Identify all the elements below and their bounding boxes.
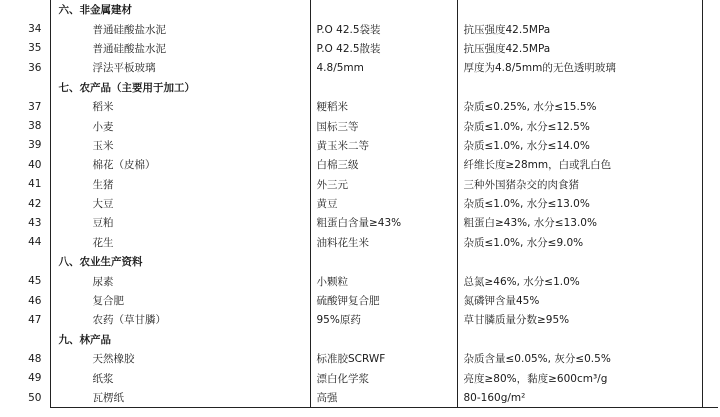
row-number-cell bbox=[0, 330, 50, 349]
product-spec: 油料花生米 bbox=[310, 233, 457, 252]
quality-standard: 抗压强度42.5MPa bbox=[457, 39, 702, 58]
product-name-cell bbox=[50, 388, 310, 408]
product-spec: P.O 42.5袋装 bbox=[310, 19, 457, 38]
product-spec: 粳稻米 bbox=[310, 97, 457, 116]
end-cell bbox=[702, 194, 718, 213]
quality-standard: 抗压强度42.5MPa bbox=[457, 19, 702, 38]
end-cell bbox=[702, 291, 718, 310]
product-name: 复合肥 bbox=[92, 295, 124, 308]
table-row bbox=[0, 271, 718, 290]
row-number: 41 bbox=[28, 178, 42, 191]
table-row bbox=[0, 213, 718, 232]
end-cell bbox=[702, 155, 718, 174]
end-cell bbox=[702, 213, 718, 232]
spec-cell bbox=[310, 330, 457, 349]
quality-standard: 草甘膦质量分数≥95% bbox=[457, 310, 702, 329]
product-name-cell bbox=[50, 349, 310, 368]
row-number: 44 bbox=[28, 236, 42, 249]
product-spec: 小颗粒 bbox=[310, 271, 457, 290]
product-name: 小麦 bbox=[92, 120, 114, 133]
product-name: 浮法平板玻璃 bbox=[92, 62, 156, 75]
table-row bbox=[0, 19, 718, 38]
table-row bbox=[0, 116, 718, 135]
section-header-row bbox=[0, 330, 718, 349]
quality-standard: 杂质≤1.0%, 水分≤13.0% bbox=[457, 194, 702, 213]
row-number: 49 bbox=[28, 372, 42, 385]
table-row bbox=[0, 39, 718, 58]
quality-standard: 三种外国猪杂交的肉食猪 bbox=[457, 175, 702, 194]
section-header-row bbox=[0, 252, 718, 271]
table-row bbox=[0, 310, 718, 329]
spec-cell bbox=[310, 0, 457, 19]
end-cell bbox=[702, 97, 718, 116]
product-spec: 95%原药 bbox=[310, 310, 457, 329]
product-name-cell bbox=[50, 136, 310, 155]
product-spec: P.O 42.5散装 bbox=[310, 39, 457, 58]
standard-cell bbox=[457, 330, 702, 349]
row-number: 45 bbox=[28, 275, 42, 288]
product-name: 普通硅酸盐水泥 bbox=[92, 42, 166, 55]
row-number: 36 bbox=[28, 61, 42, 74]
end-cell bbox=[702, 136, 718, 155]
table-row bbox=[0, 291, 718, 310]
end-cell bbox=[702, 116, 718, 135]
product-spec: 国标三等 bbox=[310, 116, 457, 135]
product-spec: 漂白化学浆 bbox=[310, 368, 457, 387]
product-name: 天然橡胶 bbox=[92, 353, 135, 366]
product-name-cell bbox=[50, 116, 310, 135]
section-header-row bbox=[0, 0, 718, 19]
table-row bbox=[0, 155, 718, 174]
product-spec: 高强 bbox=[310, 388, 457, 408]
product-name-cell bbox=[50, 58, 310, 77]
row-number: 38 bbox=[28, 120, 42, 133]
product-name-cell bbox=[50, 175, 310, 194]
end-cell bbox=[702, 78, 718, 97]
product-name-cell bbox=[50, 213, 310, 232]
product-spec: 外三元 bbox=[310, 175, 457, 194]
section-title: 八、农业生产资料 bbox=[50, 252, 310, 271]
section-header-row bbox=[0, 78, 718, 97]
standard-cell bbox=[457, 252, 702, 271]
table-row bbox=[0, 194, 718, 213]
row-number: 46 bbox=[28, 294, 42, 307]
end-cell bbox=[702, 310, 718, 329]
spec-cell bbox=[310, 252, 457, 271]
product-name-cell bbox=[50, 368, 310, 387]
standard-cell bbox=[457, 0, 702, 19]
product-name: 棉花（皮棉） bbox=[92, 159, 156, 172]
quality-standard: 80-160g/m² bbox=[457, 388, 702, 408]
quality-standard: 杂质含量≤0.05%, 灰分≤0.5% bbox=[457, 349, 702, 368]
end-cell bbox=[702, 330, 718, 349]
quality-standard: 杂质≤1.0%, 水分≤9.0% bbox=[457, 233, 702, 252]
product-name: 玉米 bbox=[92, 139, 114, 152]
product-name-cell bbox=[50, 310, 310, 329]
end-cell bbox=[702, 0, 718, 19]
row-number: 39 bbox=[28, 139, 42, 152]
quality-standard: 纤维长度≥28mm，白或乳白色 bbox=[457, 155, 702, 174]
row-number: 35 bbox=[28, 42, 42, 55]
end-cell bbox=[702, 271, 718, 290]
product-name: 生猪 bbox=[92, 178, 114, 191]
row-number: 37 bbox=[28, 100, 42, 113]
end-cell bbox=[702, 349, 718, 368]
product-spec: 黄豆 bbox=[310, 194, 457, 213]
end-cell bbox=[702, 368, 718, 387]
section-title: 七、农产品（主要用于加工） bbox=[50, 78, 310, 97]
quality-standard: 杂质≤0.25%, 水分≤15.5% bbox=[457, 97, 702, 116]
row-number: 43 bbox=[28, 216, 42, 229]
product-name: 豆粕 bbox=[92, 217, 114, 230]
row-number: 48 bbox=[28, 352, 42, 365]
table-row bbox=[0, 136, 718, 155]
product-spec: 硫酸钾复合肥 bbox=[310, 291, 457, 310]
end-cell bbox=[702, 388, 718, 408]
row-number-cell bbox=[0, 252, 50, 271]
end-cell bbox=[702, 58, 718, 77]
product-spec: 白棉三级 bbox=[310, 155, 457, 174]
product-spec: 粗蛋白含量≥43% bbox=[310, 213, 457, 232]
product-name-cell bbox=[50, 233, 310, 252]
end-cell bbox=[702, 175, 718, 194]
product-name: 花生 bbox=[92, 236, 114, 249]
end-cell bbox=[702, 39, 718, 58]
product-spec: 黄玉米二等 bbox=[310, 136, 457, 155]
product-name-cell bbox=[50, 39, 310, 58]
product-name: 大豆 bbox=[92, 198, 114, 211]
table-row bbox=[0, 388, 718, 408]
table-row bbox=[0, 368, 718, 387]
end-cell bbox=[702, 19, 718, 38]
table-row bbox=[0, 97, 718, 116]
table-row bbox=[0, 175, 718, 194]
table-row bbox=[0, 349, 718, 368]
quality-standard: 杂质≤1.0%, 水分≤12.5% bbox=[457, 116, 702, 135]
product-name: 瓦楞纸 bbox=[92, 392, 124, 404]
row-number: 50 bbox=[28, 391, 42, 404]
quality-standard: 亮度≥80%，黏度≥600cm³/g bbox=[457, 368, 702, 387]
row-number-cell bbox=[0, 78, 50, 97]
product-name-cell bbox=[50, 194, 310, 213]
end-cell bbox=[702, 252, 718, 271]
quality-standard: 粗蛋白≥43%, 水分≤13.0% bbox=[457, 213, 702, 232]
product-name: 普通硅酸盐水泥 bbox=[92, 23, 166, 36]
row-number: 42 bbox=[28, 197, 42, 210]
section-title: 六、非金属建材 bbox=[50, 0, 310, 19]
quality-standard: 总氮≥46%, 水分≤1.0% bbox=[457, 271, 702, 290]
row-number: 47 bbox=[28, 313, 42, 326]
end-cell bbox=[702, 233, 718, 252]
quality-standard: 厚度为4.8/5mm的无色透明玻璃 bbox=[457, 58, 702, 77]
product-name-cell bbox=[50, 97, 310, 116]
table-row bbox=[0, 233, 718, 252]
product-name: 尿素 bbox=[92, 275, 114, 288]
product-spec: 标准胶SCRWF bbox=[310, 349, 457, 368]
product-name-cell bbox=[50, 291, 310, 310]
row-number-cell bbox=[0, 0, 50, 19]
table-row bbox=[0, 58, 718, 77]
product-name: 农药（草甘膦） bbox=[92, 314, 166, 327]
quality-standard: 杂质≤1.0%, 水分≤14.0% bbox=[457, 136, 702, 155]
spec-cell bbox=[310, 78, 457, 97]
product-name: 稻米 bbox=[92, 101, 114, 114]
product-name-cell bbox=[50, 19, 310, 38]
quality-standard: 氮磷钾含量45% bbox=[457, 291, 702, 310]
product-name-cell bbox=[50, 271, 310, 290]
row-number: 40 bbox=[28, 158, 42, 171]
standard-cell bbox=[457, 78, 702, 97]
section-title: 九、林产品 bbox=[50, 330, 310, 349]
product-spec: 4.8/5mm bbox=[310, 58, 457, 77]
row-number: 34 bbox=[28, 23, 42, 36]
product-name-cell bbox=[50, 155, 310, 174]
product-name: 纸浆 bbox=[92, 372, 114, 385]
